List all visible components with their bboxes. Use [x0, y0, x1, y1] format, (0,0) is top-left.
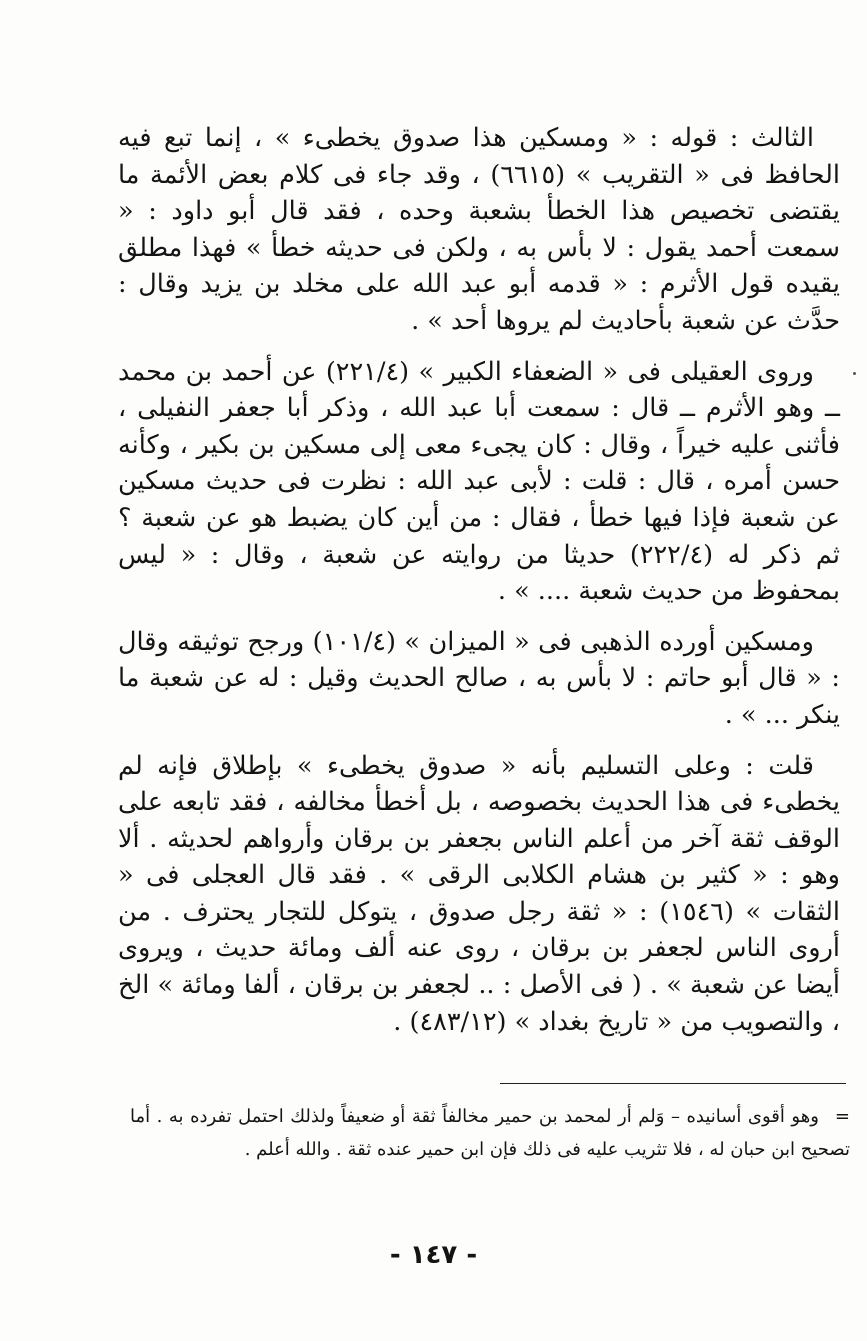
- paragraph-4: قلت : وعلى التسليم بأنه « صدوق يخطىء » بإطلاق فإنه لم يخطىء فى هذا الحديث بخصوصه ، بل أخطأ مخالفه ، فقد تابعه على الوقف ثقة آخر من أعلم الناس بجعفر بن برقان وأرواهم لحديثه . ألا وهو : « كثير بن هشام الكلابى الرقى » . فقد قال العجلى فى « الثقات » (١٥٤٦) : « ثقة رجل صدوق ، يتوكل للتجار يحترف . من أروى الناس لجعفر بن برقان ، روى عنه ألف ومائة حديث ، ويروى أيضا عن شعبة » . ( فى الأصل : .. لجعفر بن برقان ، ألفا ومائة » الخ ، والتصويب من « تاريخ بغداد » (٤٨٣/١٢) .: [118, 750, 840, 1037]
- main-text-block: [118, 120, 840, 1054]
- margin-speck: [853, 372, 856, 375]
- footnote-text: وهو أقوى أسانيده – وَلم أر لمحمد بن حمير مخالفاً ثقة أو ضعيفاً ولذلك احتمل تفرده به . أما تصحيح ابن حبان له ، فلا تثريب عليه فى ذلك فإن ابن حمير عنده ثقة . والله أعلم .: [130, 1106, 850, 1160]
- paragraph-3: ومسكين أورده الذهبى فى « الميزان » (١٠١/٤) ورجح توثيقه وقال : « قال أبو حاتم : لا بأس به ، صالح الحديث وقيل : له عن شعبة ما ينكر ... » .: [118, 626, 840, 730]
- page-number: - ١٤٧ -: [389, 1240, 478, 1270]
- footnote-continuation-marker: =: [834, 1106, 850, 1127]
- footnote: [130, 1100, 850, 1166]
- footnote-divider: [500, 1083, 846, 1084]
- paragraph-1: الثالث : قوله : « ومسكين هذا صدوق يخطىء » ، إنما تبع فيه الحافظ فى « التقريب » (٦٦١٥) ، وقد جاء فى كلام بعض الأئمة ما يقتضى تخصيص هذا الخطأ بشعبة وحده ، فقد قال أبو داود : « سمعت أحمد يقول : لا بأس به ، ولكن فى حديثه خطأ » فهذا مطلق يقيده قول الأثرم : « قدمه أبو عبد الله على مخلد بن يزيد وقال : حدَّث عن شعبة بأحاديث لم يروها أحد » .: [118, 123, 840, 336]
- paragraph-2: وروى العقيلى فى « الضعفاء الكبير » (٢٢١/٤) عن أحمد بن محمد ــ وهو الأثرم ــ قال : سمعت أبا عبد الله ، وذكر أبا جعفر النفيلى ، فأثنى عليه خيراً ، وقال : كان يجىء معى إلى مسكين بن بكير ، وكأنه حسن أمره ، قال : قلت : لأبى عبد الله : نظرت فى حديث مسكين عن شعبة فإذا فيها خطأ ، فقال : من أين كان يضبط هو عن شعبة ؟ ثم ذكر له (٢٢٢/٤) حديثا من روايته عن شعبة ، وقال : « ليس بمحفوظ من حديث شعبة .... » .: [118, 356, 840, 607]
